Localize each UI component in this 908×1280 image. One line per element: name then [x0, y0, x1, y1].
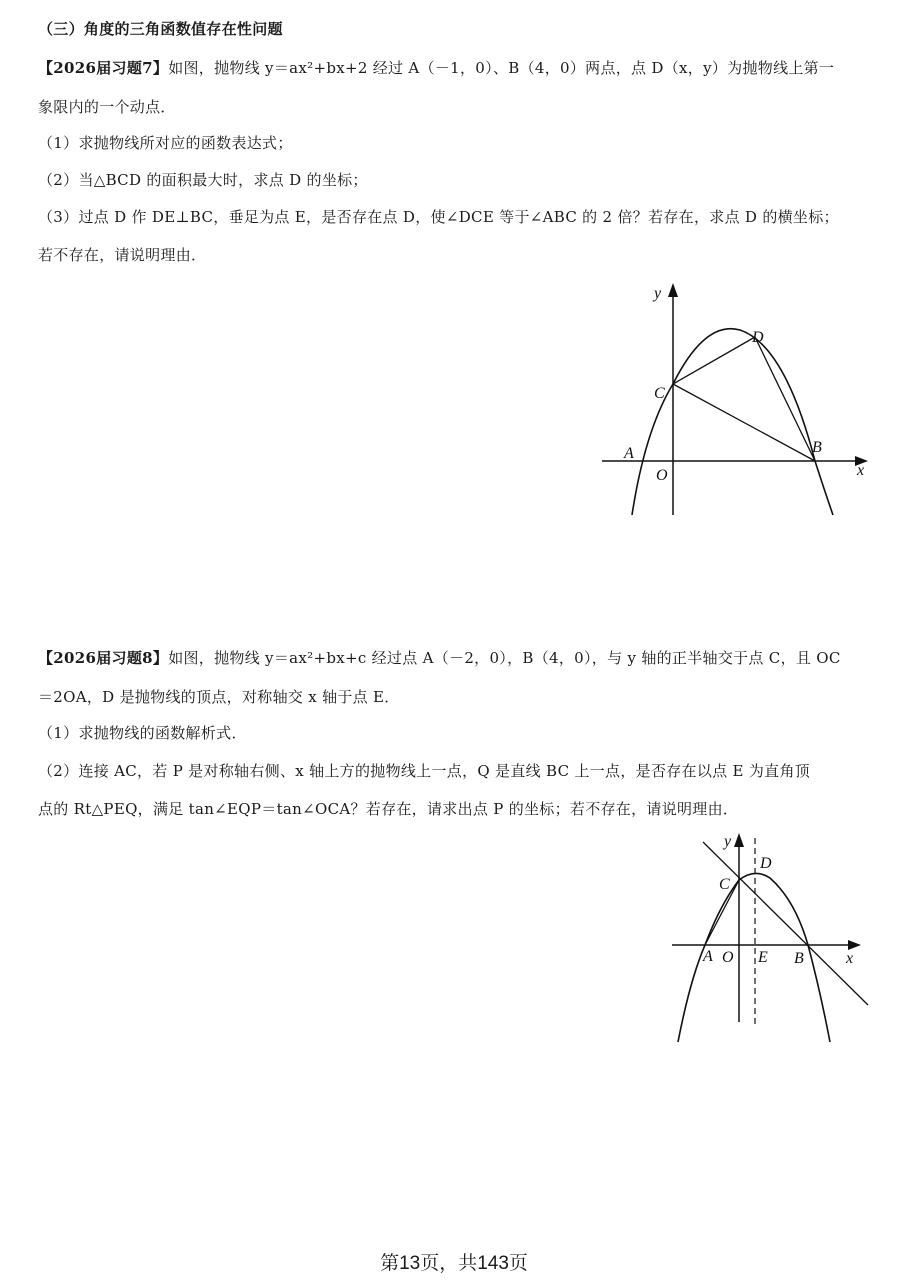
p8-x-axis-arrow-icon: [848, 940, 861, 950]
p8-y-axis-arrow-icon: [734, 833, 744, 847]
p8-label-b: B: [794, 950, 804, 967]
p8-label-o: O: [722, 949, 734, 966]
problem-8-question-1: （1）求抛物线的函数解析式．: [38, 724, 247, 742]
problem-7-question-1: （1）求抛物线所对应的函数表达式；: [38, 134, 293, 152]
p7-label-b: B: [812, 439, 822, 456]
p7-label-a: A: [624, 445, 634, 462]
p8-label-c: C: [719, 876, 730, 893]
problem-7-tag: 【2026届习题7】: [38, 59, 169, 77]
p8-parabola: [678, 873, 830, 1042]
problem-8-tag: 【2026届习题8】: [38, 649, 169, 667]
p7-label-c: C: [654, 385, 665, 402]
problem-7-question-2: （2）当△BCD 的面积最大时，求点 D 的坐标；: [38, 171, 368, 189]
p8-label-d: D: [760, 855, 772, 872]
p7-label-y: y: [654, 285, 662, 302]
problem-8-question-2-line-2: 点的 Rt△PEQ，满足 tan∠EQP＝tan∠OCA？若存在，请求出点 P 的坐标；若不存在，请说明理由．: [38, 800, 739, 818]
p8-label-a: A: [703, 948, 713, 965]
problem-7-stem-text-1: 如图，抛物线 y＝ax²+bx+2 经过 A（－1，0）、B（4，0）两点，点 D（x，y）为抛物线上第一: [168, 59, 835, 77]
problem-7-stem-line-2: 象限内的一个动点．: [38, 98, 176, 116]
p8-label-x: x: [846, 950, 854, 967]
p8-line-bc: [703, 842, 868, 1005]
p7-label-o: O: [656, 467, 668, 484]
problem-7-question-3-line-2: 若不存在，请说明理由．: [38, 246, 207, 264]
section-title: （三）角度的三角函数值存在性问题: [38, 20, 283, 38]
p8-label-e: E: [758, 949, 768, 966]
p7-label-x: x: [857, 462, 865, 479]
problem-7-question-3-line-1: （3）过点 D 作 DE⊥BC，垂足为点 E，是否存在点 D，使∠DCE 等于∠ABC 的 2 倍？若存在，求点 D 的横坐标；: [38, 208, 839, 226]
problem-8-stem-text-1: 如图，抛物线 y＝ax²+bx+c 经过点 A（－2，0），B（4，0），与 y 轴的正半轴交于点 C，且 OC: [168, 649, 841, 667]
p8-label-y: y: [724, 833, 732, 850]
problem-8-stem-line-2: ＝2OA，D 是抛物线的顶点，对称轴交 x 轴于点 E．: [38, 688, 400, 706]
page-footer: 第13页，共143页: [380, 1253, 528, 1274]
problem-8-question-2-line-1: （2）连接 AC，若 P 是对称轴右侧、x 轴上方的抛物线上一点，Q 是直线 BC 上一点，是否存在以点 E 为直角顶: [38, 762, 811, 780]
p7-label-d: D: [752, 329, 764, 346]
